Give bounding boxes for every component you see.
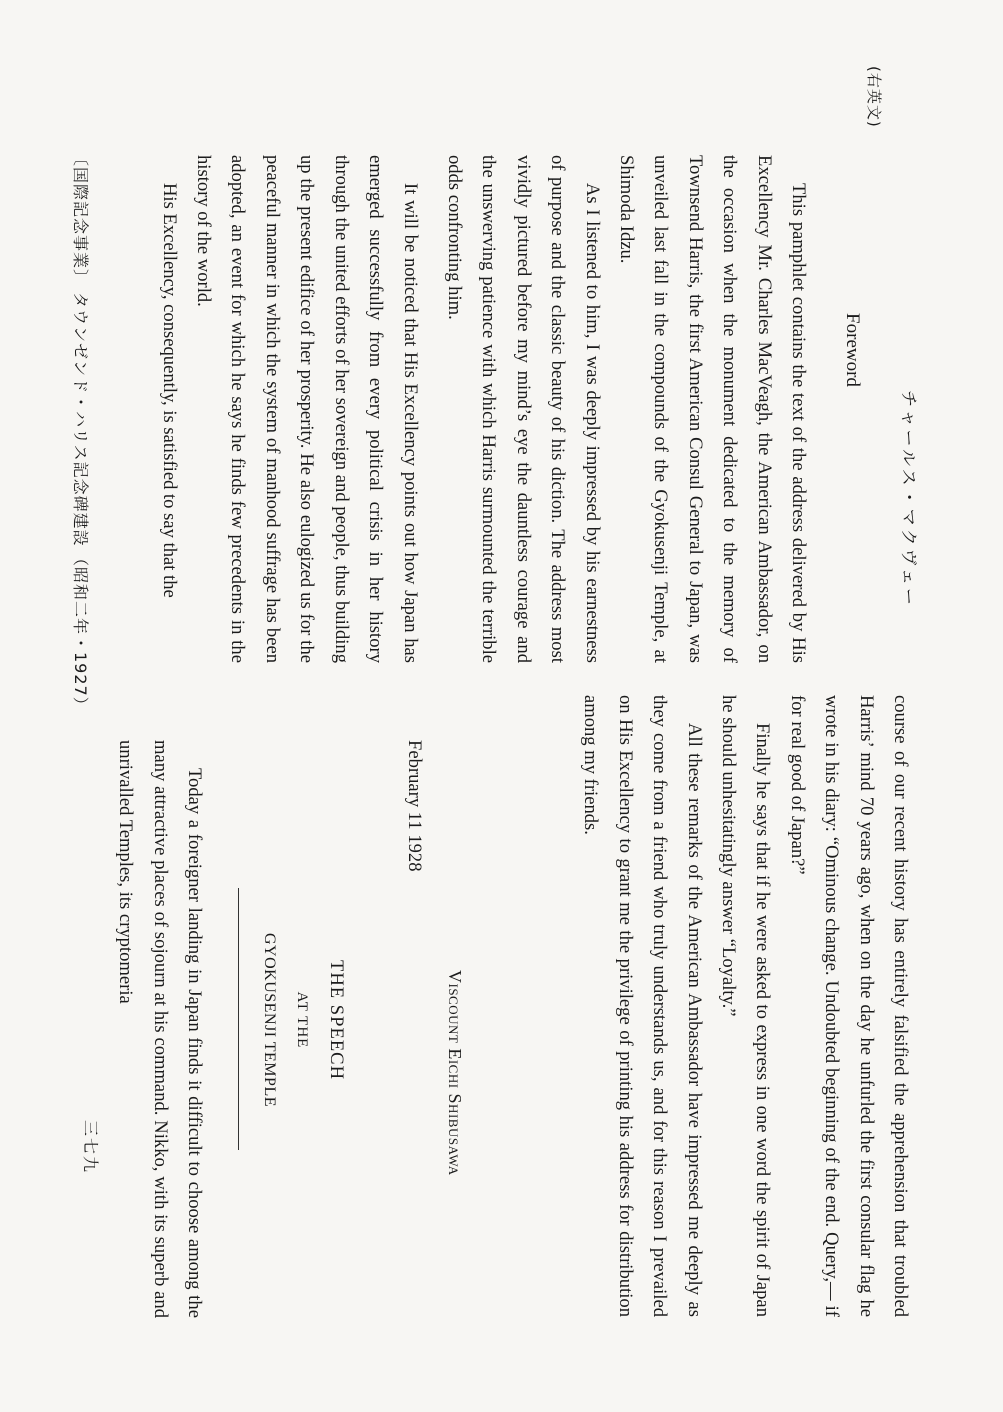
section-label: (右英文) (865, 66, 883, 128)
foreword-paragraph-7: All these remarks of the American Ambassador have impressed me deeply as they come from a friend who truly understands us, and for this reason I prevailed on His Excellency to grant me the privilege of printing his address for distribution among my friends. (580, 695, 705, 1317)
speech-column (108, 740, 211, 1318)
foreword-title: Foreword (842, 313, 863, 387)
foreword-column-1 (151, 155, 815, 663)
foreword-paragraph-2: As I listened to him, I was deeply impressed by his earnestness of purpose and the classic beauty of his diction. The address most vividly pictured before my mind’s eye the dauntless courage and the unswerving patience with which Harris surmounted the terrible odds confronting him. (443, 155, 603, 663)
foreword-paragraph-6: Finally he says that if he were asked to express in one word the spirit of Japan he should unhesitatingly answer “Loyalty.” (717, 695, 774, 1317)
footer-category: 〔国際記念事業〕 (71, 150, 90, 287)
author-japanese: チャールス・マクヴェー (898, 390, 918, 608)
footer-project: タウンゼンド・ハリス記念碑建設 (71, 292, 90, 547)
foreword-paragraph-4: His Excellency, consequently, is satisfied to say that the (158, 183, 180, 598)
date: February 11 1928 (404, 740, 425, 872)
foreword-paragraph-3: It will be noticed that His Excellency points out how Japan has emerged successfully from every political crisis in her history through the united efforts of her sovereign and people, thus building up the present edifice of her prosperity. He also eulogized us for the peaceful manner in which the system of manhood suffrage has been adopted, an event for which he says he finds few precedents in the history of the world. (193, 155, 421, 663)
speech-at: AT THE (294, 991, 310, 1049)
speech-heading (253, 870, 353, 1170)
speech-title: THE SPEECH (326, 959, 347, 1081)
foreword-paragraph-1: This pamphlet contains the text of the address delivered by His Excellency Mr. Charles MacVeagh, the American Ambassador, on the occasion when the monument dedicated to the memory of Townsend Harris, the first American Consul General to Japan, was unveiled last fall in the compounds of the Gyokusenji Temple, at Shimoda Idzu. (615, 155, 809, 663)
page-number: 三七九 (81, 1120, 100, 1175)
footer-era: （昭和二年・1927） (71, 550, 90, 714)
speech-place: GYOKUSENJI TEMPLE (261, 933, 278, 1107)
signature: Viscount Eichi Shibusawa (445, 970, 465, 1176)
foreword-paragraph-5: course of our recent history has entirely falsified the apprehension that troubled Harris’ mind 70 years ago, when on the day he unfurled the first consular flag he wrote in his diary: “Ominous change. Undoubted beginning of the end. Query,— if for real good of Japan?” (786, 695, 911, 1317)
speech-paragraph-1: Today a foreigner landing in Japan finds it difficult to choose among the many attractive places of sojourn at his command. Nikko, with its superb and unrivalled Temples, its cryptomeria (115, 740, 205, 1318)
foreword-column-2 (573, 695, 917, 1317)
heading-divider (238, 888, 239, 1150)
